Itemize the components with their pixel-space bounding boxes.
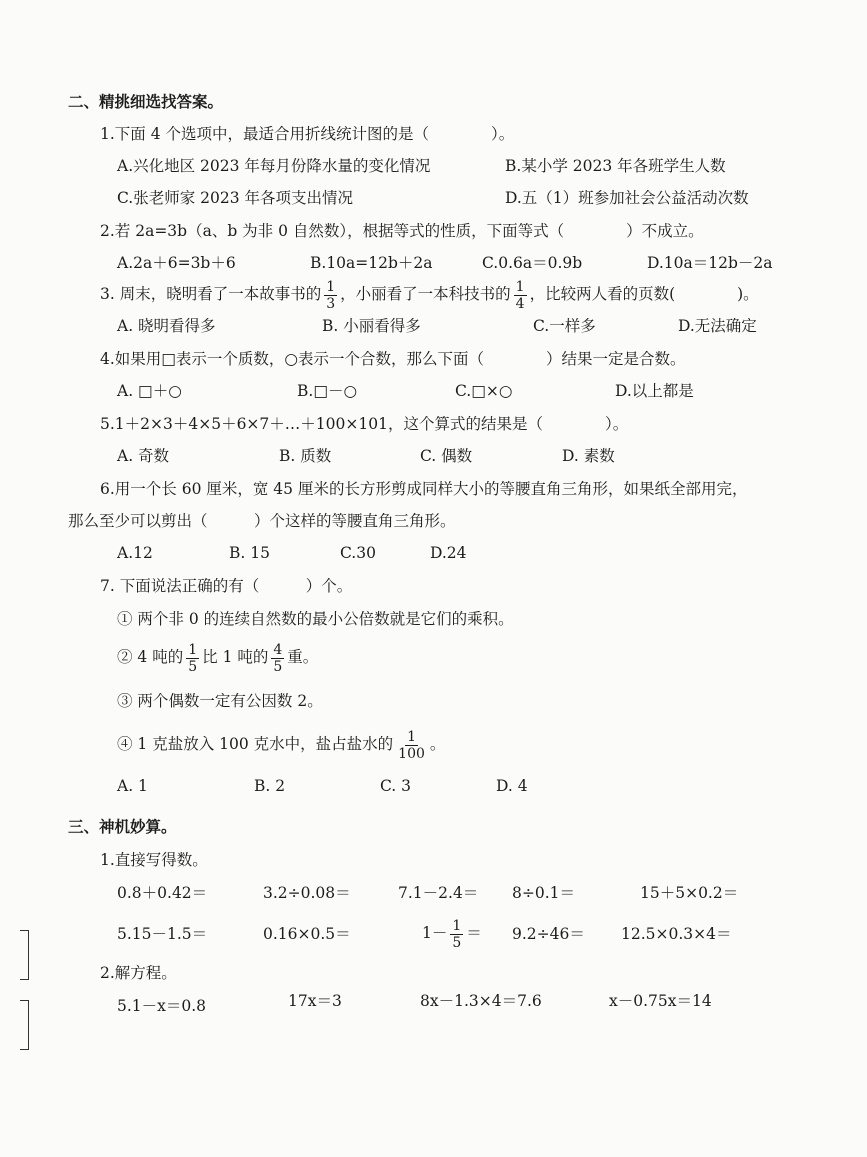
q7-statement-2 bbox=[117, 638, 318, 676]
calc-row2-3-post: ＝ bbox=[466, 924, 482, 942]
q3-fraction-1-num: 1 bbox=[326, 278, 336, 295]
q7-statement-4-pre: ④ 1 克盐放入 100 克水中，盐占盐水的 bbox=[117, 735, 394, 753]
q4-option-d: D.以上都是 bbox=[615, 382, 694, 400]
q3-option-c: C.一样多 bbox=[533, 317, 596, 335]
q3-fraction-1 bbox=[324, 279, 337, 312]
q6-stem-line-2: 那么至少可以剪出（ ）个这样的等腰直角三角形。 bbox=[68, 512, 456, 530]
q5-option-b: B. 质数 bbox=[279, 447, 332, 465]
q6-stem-line-1: 6.用一个长 60 厘米，宽 45 厘米的长方形剪成同样大小的等腰直角三角形，如果纸全部用完， bbox=[100, 480, 748, 498]
q6-option-b: B. 15 bbox=[229, 544, 270, 562]
calc-row2-2: 0.16×0.5＝ bbox=[263, 925, 351, 943]
q7-option-a: A. 1 bbox=[117, 777, 148, 795]
q7-s4-fraction-num: 1 bbox=[407, 728, 416, 745]
q6-option-d: D.24 bbox=[430, 544, 467, 562]
q4-option-c: C.□×○ bbox=[455, 382, 513, 400]
q1-option-c: C.张老师家 2023 年各项支出情况 bbox=[117, 189, 354, 207]
calc-row2-3-fraction bbox=[450, 918, 463, 951]
part-2-title: 2.解方程。 bbox=[100, 964, 177, 982]
q3-stem-mid: ，小丽看了一本科技书的 bbox=[340, 285, 511, 303]
calc-row1-3: 7.1－2.4＝ bbox=[398, 884, 479, 902]
q4-option-a: A. □＋○ bbox=[117, 382, 182, 400]
q2-option-a: A.2a＋6=3b＋6 bbox=[117, 254, 236, 272]
calc-row2-3 bbox=[422, 914, 482, 952]
q7-option-d: D. 4 bbox=[496, 777, 528, 795]
q7-option-b: B. 2 bbox=[254, 777, 286, 795]
equation-2: 17x＝3 bbox=[288, 992, 342, 1010]
q3-fraction-1-den: 3 bbox=[326, 295, 336, 312]
q7-s2-fraction-1-num: 1 bbox=[188, 641, 198, 658]
q4-option-b: B.□－○ bbox=[297, 382, 357, 400]
q5-option-c: C. 偶数 bbox=[420, 447, 473, 465]
q7-stem: 7. 下面说法正确的有（ ）个。 bbox=[100, 577, 353, 595]
q2-stem: 2.若 2a=3b（a、b 为非 0 自然数），根据等式的性质，下面等式（ ）不成立。 bbox=[100, 222, 704, 240]
q3-stem-post: ，比较两人看的页数( )。 bbox=[529, 285, 759, 303]
q1-stem: 1.下面 4 个选项中，最适合用折线统计图的是（ ）。 bbox=[100, 125, 515, 143]
q6-option-a: A.12 bbox=[117, 544, 153, 562]
equation-3: 8x－1.3×4＝7.6 bbox=[420, 992, 542, 1010]
q7-s2-fraction-1-den: 5 bbox=[188, 658, 198, 675]
q3-option-a: A. 晓明看得多 bbox=[117, 317, 216, 335]
calc-row2-3-fraction-num: 1 bbox=[452, 917, 462, 934]
q3-stem bbox=[100, 276, 759, 312]
q3-fraction-2 bbox=[514, 279, 527, 312]
part-1-title: 1.直接写得数。 bbox=[100, 851, 208, 869]
q6-option-c: C.30 bbox=[340, 544, 376, 562]
equation-4: x－0.75x＝14 bbox=[609, 992, 712, 1010]
q2-option-d: D.10a＝12b－2a bbox=[647, 254, 773, 272]
q7-statement-4-post: 。 bbox=[429, 735, 446, 753]
section-3-title: 三、神机妙算。 bbox=[68, 817, 177, 836]
q7-s2-fraction-2-den: 5 bbox=[273, 658, 283, 675]
q5-option-d: D. 素数 bbox=[562, 447, 615, 465]
q7-statement-2-post: 重。 bbox=[287, 648, 319, 666]
q7-s2-fraction-2 bbox=[271, 642, 284, 675]
q7-s4-fraction bbox=[396, 729, 427, 762]
q5-option-a: A. 奇数 bbox=[117, 447, 170, 465]
binding-bracket-2 bbox=[20, 1000, 29, 1050]
calc-row2-5: 12.5×0.3×4＝ bbox=[621, 925, 732, 943]
q4-stem: 4.如果用□表示一个质数，○表示一个合数，那么下面（ ）结果一定是合数。 bbox=[100, 350, 686, 368]
q7-statement-4 bbox=[117, 725, 445, 763]
q1-option-b: B.某小学 2023 年各班学生人数 bbox=[505, 157, 726, 175]
q1-option-a: A.兴化地区 2023 年每月份降水量的变化情况 bbox=[117, 157, 431, 175]
q3-fraction-2-num: 1 bbox=[515, 278, 525, 295]
calc-row1-2: 3.2÷0.08＝ bbox=[263, 884, 351, 902]
q5-stem: 5.1＋2×3＋4×5＋6×7＋…＋100×101，这个算式的结果是（ ）。 bbox=[100, 415, 629, 433]
calc-row1-4: 8÷0.1＝ bbox=[512, 884, 575, 902]
equation-1: 5.1－x＝0.8 bbox=[117, 997, 207, 1015]
calc-row1-5: 15＋5×0.2＝ bbox=[640, 884, 739, 902]
q3-stem-pre: 3. 周末，晓明看了一本故事书的 bbox=[100, 285, 322, 303]
calc-row2-1: 5.15－1.5＝ bbox=[117, 925, 208, 943]
q7-statement-1: ① 两个非 0 的连续自然数的最小公倍数就是它们的乘积。 bbox=[117, 610, 514, 628]
calc-row2-3-fraction-den: 5 bbox=[452, 934, 462, 951]
q7-option-c: C. 3 bbox=[380, 777, 412, 795]
q1-option-d: D.五（1）班参加社会公益活动次数 bbox=[505, 189, 749, 207]
calc-row2-3-pre: 1－ bbox=[422, 924, 448, 942]
q7-s2-fraction-1 bbox=[186, 642, 199, 675]
q7-statement-2-mid: 比 1 吨的 bbox=[202, 648, 269, 666]
q7-s4-fraction-den: 100 bbox=[398, 745, 425, 762]
q3-option-b: B. 小丽看得多 bbox=[322, 317, 421, 335]
calc-row2-4: 9.2÷46＝ bbox=[512, 925, 585, 943]
q7-s2-fraction-2-num: 4 bbox=[273, 641, 283, 658]
binding-bracket-1 bbox=[20, 930, 29, 980]
q2-option-b: B.10a=12b＋2a bbox=[310, 254, 433, 272]
q7-statement-3: ③ 两个偶数一定有公因数 2。 bbox=[117, 692, 323, 710]
calc-row1-1: 0.8＋0.42＝ bbox=[117, 884, 208, 902]
q3-fraction-2-den: 4 bbox=[515, 295, 525, 312]
section-2-title: 二、精挑细选找答案。 bbox=[68, 92, 224, 111]
q3-option-d: D.无法确定 bbox=[678, 317, 757, 335]
q2-option-c: C.0.6a＝0.9b bbox=[482, 254, 583, 272]
q7-statement-2-pre: ② 4 吨的 bbox=[117, 648, 184, 666]
